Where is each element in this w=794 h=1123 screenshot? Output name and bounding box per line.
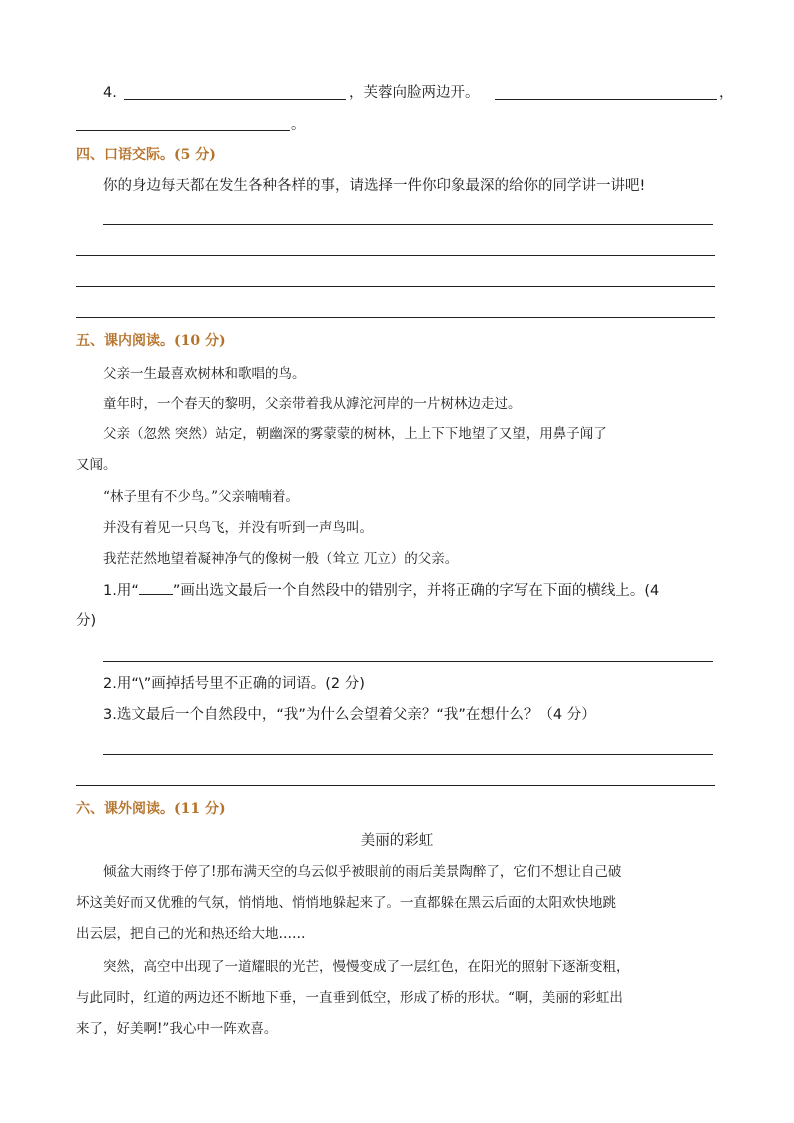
passage-paragraph: 我茫茫然地望着凝神净气的像树一般（耸立 兀立）的父亲。 xyxy=(103,551,459,567)
q4-number: 4. xyxy=(103,85,117,101)
question-1-continued: 分) xyxy=(76,613,97,629)
answer-line[interactable] xyxy=(103,754,713,755)
question-3: 3.选文最后一个自然段中，“我”为什么会望着父亲？“我”在想什么？（4 分） xyxy=(103,707,596,723)
section-4-heading: 四、口语交际。(5 分) xyxy=(76,147,216,163)
answer-line[interactable] xyxy=(76,255,715,256)
underline-sample xyxy=(139,580,173,595)
passage-paragraph: 突然，高空中出现了一道耀眼的光芒，慢慢变成了一层红色，在阳光的照射下逐渐变粗， xyxy=(103,959,630,975)
answer-line[interactable] xyxy=(76,286,715,287)
section-5-heading: 五、课内阅读。(10 分) xyxy=(76,333,226,349)
answer-line[interactable] xyxy=(103,661,713,662)
q4-end: 。 xyxy=(291,117,306,133)
q4-mid-text: ，芙蓉向脸两边开。 xyxy=(349,85,480,101)
answer-line[interactable] xyxy=(76,785,715,786)
answer-line[interactable] xyxy=(76,317,715,318)
passage-paragraph: 并没有着见一只鸟飞，并没有听到一声鸟叫。 xyxy=(103,520,373,536)
passage-paragraph: 与此同时，红道的两边还不断地下垂，一直垂到低空，形成了桥的形状。“啊，美丽的彩虹出 xyxy=(76,990,623,1006)
section-6-heading: 六、课外阅读。(11 分) xyxy=(76,801,226,817)
passage-paragraph: 出云层，把自己的光和热还给大地…… xyxy=(76,926,306,942)
q4-comma: ， xyxy=(719,85,734,101)
passage-paragraph: 父亲（忽然 突然）站定，朝幽深的雾蒙蒙的树林，上上下下地望了又望，用鼻子闻了 xyxy=(103,426,607,442)
question-1-pre: 1.用“ xyxy=(103,583,139,599)
passage-paragraph: “林子里有不少鸟。”父亲喃喃着。 xyxy=(103,489,300,505)
passage-paragraph: 来了，好美啊!”我心中一阵欢喜。 xyxy=(76,1021,278,1037)
question-2: 2.用“\”画掉括号里不正确的词语。(2 分) xyxy=(103,676,365,692)
passage-paragraph: 坏这美好而又优雅的气氛，悄悄地、悄悄地躲起来了。一直都躲在黑云后面的太阳欢快地跳 xyxy=(76,895,616,911)
q4-blank-3[interactable] xyxy=(76,130,290,131)
passage-paragraph: 倾盆大雨终于停了!那布满天空的乌云似乎被眼前的雨后美景陶醉了，它们不想让自己破 xyxy=(103,864,622,880)
section-4-prompt: 你的身边每天都在发生各种各样的事，请选择一件你印象最深的给你的同学讲一讲吧! xyxy=(103,178,646,194)
q4-blank-1[interactable] xyxy=(124,99,346,100)
question-1 xyxy=(103,580,659,601)
passage-paragraph: 父亲一生最喜欢树林和歌唱的鸟。 xyxy=(103,366,306,382)
answer-line[interactable] xyxy=(103,224,713,225)
q4-blank-2[interactable] xyxy=(495,99,717,100)
question-1-post: ”画出选文最后一个自然段中的错别字，并将正确的字写在下面的横线上。(4 xyxy=(172,583,660,599)
passage-title: 美丽的彩虹 xyxy=(360,833,434,849)
passage-paragraph: 童年时，一个春天的黎明，父亲带着我从滹沱河岸的一片树林边走过。 xyxy=(103,396,522,412)
passage-paragraph: 又闻。 xyxy=(76,457,117,473)
